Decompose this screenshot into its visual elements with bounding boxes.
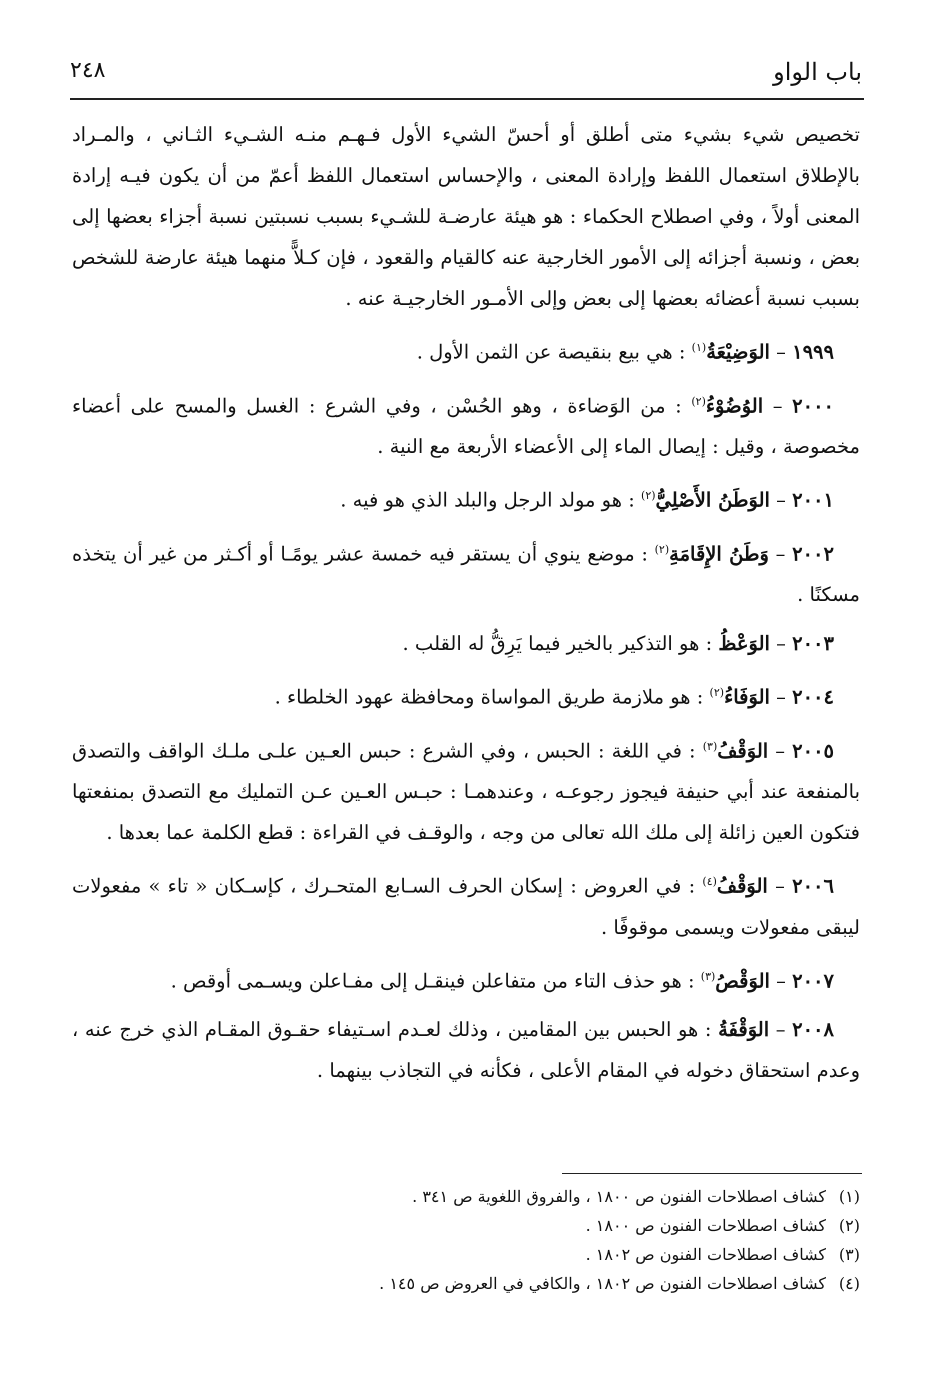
entry-definition: : هو حذف التاء من متفاعلن فينقـل إلى مفـاعلن ويسـمى أوقص .	[170, 969, 701, 992]
entry-term: الوَضِيْعَةُ	[706, 340, 770, 364]
entry-term: الوَفَاءُ	[724, 685, 770, 709]
footnote-ref: (٢)	[691, 394, 706, 408]
entry-term: وَطَنُ الإِقَامَةِ	[669, 542, 769, 565]
entry-definition: : هو الحبس بين المقامين ، وذلك لعـدم اسـتيفاء حقـوق المقـام الذي خرج عنه ، وعدم استحقاق دخوله في المقام الأعلى ، فكأنه في التجاذب بينهما .	[72, 1018, 860, 1082]
footnote-mark: (٢)	[838, 1216, 860, 1235]
entry-term: الوَقْفَةُ	[718, 1018, 770, 1041]
entry-dash: –	[775, 874, 785, 898]
entry-dash: –	[776, 340, 786, 364]
footnote-mark: (٤)	[838, 1274, 860, 1293]
entry-definition: : هو ملازمة طريق المواساة ومحافظة عهود الخلطاء .	[274, 685, 710, 709]
entry-dash: –	[776, 632, 786, 655]
footnote-mark: (١)	[838, 1187, 860, 1206]
footnote-text: كشاف اصطلاحات الفنون ص ١٨٠٢ ، والكافي في العروض ص ١٤٥ .	[379, 1274, 826, 1293]
footnote-ref: (٤)	[702, 875, 717, 888]
entry-dash: –	[776, 488, 786, 512]
chapter-title: باب الواو	[773, 58, 862, 86]
entry-definition: : في العروض : إسكان الحرف السـابع المتحـرك ، كإسـكان « تاء » مفعولات ليبقى مفعولات ويسمى موقوفًا .	[72, 874, 860, 939]
entry-number: ٢٠٠٢	[792, 542, 834, 565]
entry-term: الوَقْفُ	[717, 739, 769, 762]
entry-2008	[72, 1009, 860, 1091]
entry-number: ٢٠٠٨	[792, 1018, 834, 1041]
entry-dash: –	[772, 394, 783, 417]
footnote-ref: (٢)	[709, 686, 725, 699]
running-head	[70, 50, 862, 98]
footnote-text: كشاف اصطلاحات الفنون ص ١٨٠٠ ، والفروق اللغوية ص ٣٤١ .	[412, 1187, 826, 1206]
entry-dash: –	[775, 1018, 786, 1041]
entry-2000	[72, 381, 860, 468]
page-number: ٢٤٨	[70, 58, 106, 83]
continued-paragraph	[72, 114, 860, 319]
entry-2004	[72, 672, 860, 718]
footnote-ref: (٣)	[702, 739, 718, 753]
entry-dash: –	[775, 542, 786, 565]
entry-2005	[72, 726, 860, 854]
entry-definition: : في اللغة : الحبس ، وفي الشرع : حبس العـين علـى ملـك الواقف والتصدق بالمنفعة عند أبي حنيفة فيجوز رجوعـه ، وعندهمـا : حبـس العـين عـن التمليك مع التصدق بمنفعتها فتكون العين زائلة إلى ملك الله تعالى من وجه ، والوقـف في القراءة : قطع الكلمة عما بعدها .	[72, 739, 860, 844]
entry-term: الوُضُوْءُ	[705, 394, 764, 417]
entry-definition: : من الوَضاءة ، وهو الحُسْن ، وفي الشرع : الغسل والمسح على أعضاء مخصوصة ، وقيل : إيصال الماء إلى الأعضاء الأربعة مع النية .	[72, 394, 860, 458]
entry-2001	[72, 475, 860, 521]
entry-number: ٢٠٠٠	[792, 394, 835, 417]
footnote-4	[72, 1269, 860, 1298]
footnote-ref: (٢)	[654, 542, 670, 556]
paragraph-text: تخصيص شيء بشيء متى أطلق أو أحسّ الشيء الأول فـهـم منـه الشـيء الثـاني ، والمـراد بالإطلاق استعمال اللفظ وإرادة المعنى ، والإحساس استعمال اللفظ أعمّ من أن يكون فيـه إرادة المعنى أولاً ، وفي اصطلاح الحكماء : هو هيئة عارضـة للشـيء بسبب نسبتين نسبة أجزاء بعضها إلى بعض ، ونسبة أجزائه إلى الأمور الخارجية عنه كالقيام والقعود ، فإن كـلاًّ منهما هيئة عارضة للشخص بسبب نسبة أعضائه بعضها إلى بعض وإلى الأمـور الخارجيـة عنه .	[72, 123, 860, 310]
footnote-text: كشاف اصطلاحات الفنون ص ١٨٠٠ .	[585, 1216, 826, 1235]
entry-definition: : هو التذكير بالخير فيما يَرِقُّ له القلب .	[402, 632, 719, 655]
entry-number: ٢٠٠٤	[792, 685, 834, 709]
footnote-2	[72, 1211, 860, 1240]
entry-definition: : موضع ينوي أن يستقر فيه خمسة عشر يومًـا أو أكـثر من غير أن يتخذه مسكنًا .	[72, 542, 860, 606]
entry-number: ٢٠٠٥	[792, 739, 835, 762]
entry-number: ٢٠٠٣	[792, 632, 834, 655]
header-rule	[70, 98, 864, 100]
entry-number: ٢٠٠١	[792, 488, 834, 512]
entry-2006	[72, 861, 860, 948]
entry-number: ٢٠٠٧	[792, 969, 834, 992]
entry-dash: –	[776, 969, 786, 992]
entry-term: الوَقْصُ	[715, 969, 770, 992]
entry-number: ١٩٩٩	[792, 340, 834, 364]
entry-2003	[72, 623, 860, 664]
entry-term: الوَعْظُ	[718, 632, 770, 655]
entry-2007	[72, 956, 860, 1002]
footnote-text: كشاف اصطلاحات الفنون ص ١٨٠٢ .	[585, 1245, 826, 1264]
footnote-ref: (١)	[691, 341, 707, 354]
footnote-mark: (٣)	[838, 1245, 860, 1264]
entry-definition: : هو مولد الرجل والبلد الذي هو فيه .	[340, 488, 642, 512]
footnote-separator	[562, 1173, 862, 1174]
footnote-ref: (٣)	[700, 969, 716, 983]
entry-term: الوَقْفُ	[716, 874, 768, 898]
entry-number: ٢٠٠٦	[792, 874, 835, 898]
footnotes	[72, 1182, 860, 1298]
entry-definition: : هي بيع بنقيصة عن الثمن الأول .	[416, 340, 692, 364]
entry-term: الوَطَنُ الأَصْلِيُّ	[655, 488, 770, 512]
body-text	[72, 114, 860, 1099]
entry-dash: –	[775, 739, 786, 762]
footnote-ref: (٢)	[641, 489, 656, 502]
footnote-1	[72, 1182, 860, 1211]
entry-dash: –	[776, 685, 786, 709]
entry-1999	[72, 327, 860, 373]
entry-2002	[72, 529, 860, 616]
footnote-3	[72, 1240, 860, 1269]
